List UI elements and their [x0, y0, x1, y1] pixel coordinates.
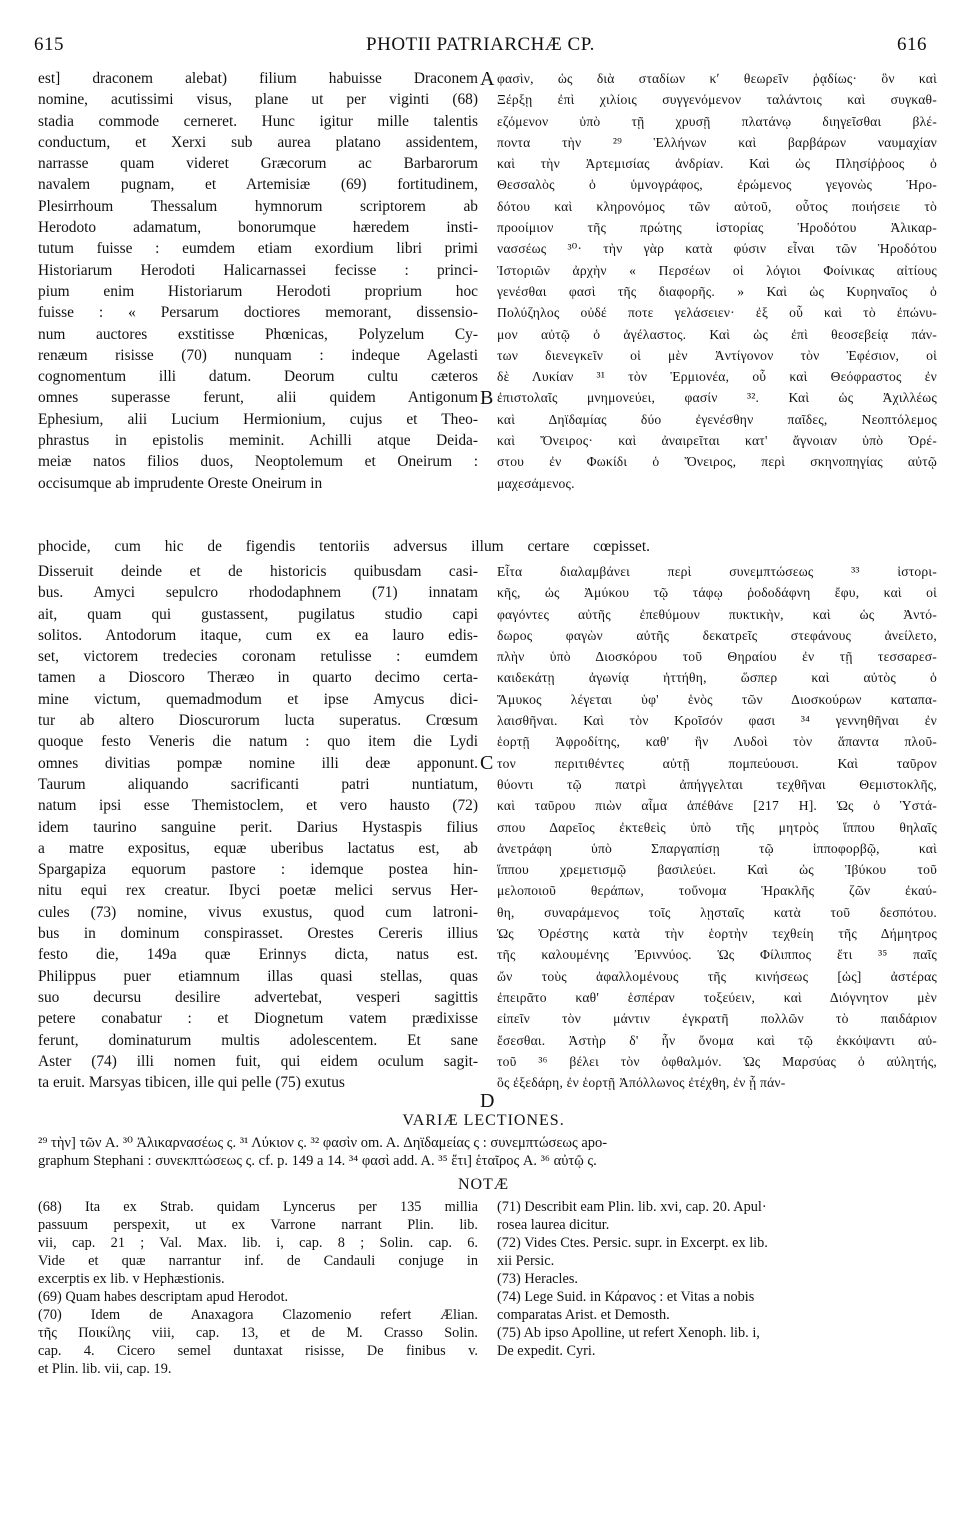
latin-text-line: Ephesium, alii Lucium Hermionium, cujus et Theo-	[38, 410, 478, 428]
latin-text-line: Disseruit deinde et de historicis quibusdam casi-	[38, 563, 478, 580]
latin-text-line: omnes superasse ferunt, alii quidem Antigonum	[38, 389, 478, 407]
latin-text-line: ait, quam qui gustassent, pugilatus studio capi	[38, 605, 478, 623]
section-marker-a: A	[480, 68, 495, 90]
greek-text-line: ἐπιστολαῖς μνημονεύει, φασίν ³². Καὶ ὡς Ἀχιλλέως	[497, 390, 937, 406]
greek-text-line: Ἱστοριῶν ἀρχὴν « Περσέων οἱ λόγιοι Φοίνικας αἰτίους	[497, 262, 937, 278]
greek-text-line: φασὶν, ὡς διὰ σταδίων κʹ θεωρεῖν ῥᾳδίως· ὃν καὶ	[497, 71, 937, 86]
latin-text-line: num auctores exstitisse Phœnicas, Polyzelum Cy-	[38, 325, 478, 343]
latin-text-line: quoque festo Veneris die natum : quo item die Lydi	[38, 733, 478, 751]
spanning-line: phocide, cum hic de figendis tentoriis adversus illum certare cœpisset.	[38, 538, 650, 555]
note-line: et Plin. lib. vii, cap. 19.	[38, 1361, 172, 1377]
greek-text-line: προοίμιον τῆς πρώτης ἱστορίας Ἡροδότου Ἀλικαρ-	[497, 220, 937, 236]
note-line: De expedit. Cyri.	[497, 1343, 596, 1359]
note-line: (75) Ab ipso Apolline, ut refert Xenoph. lib. i,	[497, 1325, 760, 1341]
latin-text-line: Herodoto adamatum, bonorumque hæredem insti-	[38, 219, 478, 237]
greek-text-line: γενέσθαι φασὶ τῆς διαφορῆς. » Καὶ ὡς Κυρηναῖος ὁ	[497, 283, 937, 299]
note-line: (69) Quam habes descriptam apud Herodot.	[38, 1289, 289, 1305]
latin-text-line: Spargapiza equorum pastore : idemque postea hin-	[38, 861, 478, 879]
notae-title: NOTÆ	[457, 1176, 510, 1193]
note-line: cap. 4. Cicero semel duntaxat risisse, De finibus v.	[38, 1343, 478, 1359]
note-line: τῆς Ποικίλης viii, cap. 13, et de M. Crasso Solin.	[38, 1325, 478, 1341]
latin-text-line: renæum risisse (70) nunquam : indeque Agelasti	[38, 346, 478, 364]
section-marker-d: D	[480, 1090, 495, 1112]
greek-text-line: καὶ Ὄνειρος· καὶ ἀναιρεῖται κατ' ἄγνοιαν ὑπὸ Ὀρέ-	[497, 433, 937, 449]
latin-text-line: ta eruit. Marsyas tibicen, ille qui pelle (75) exutus	[38, 1074, 345, 1092]
note-line: xii Persic.	[497, 1253, 555, 1269]
latin-text-line: fuisse : « Persarum doctiores memorant, dissensio-	[38, 304, 478, 322]
latin-column-1	[38, 68, 478, 494]
latin-text-line: tutum fuisse : eumdem etiam exordium libri primi	[38, 240, 478, 258]
latin-text-line: ferunt, dominaturum multis adolescentem. Et sane	[38, 1031, 478, 1049]
greek-text-line: Ἄμυκος λέγεται ὑφ' ἑνὸς τῶν Διοσκούρων καταπα-	[497, 691, 937, 707]
greek-text-line: δὲ Λυκίαν ³¹ τὸν Ἑρμιονέα, οὗ καὶ Θεόφραστος ἐν	[497, 369, 937, 385]
greek-text-line: σπου Δαρεῖος ἐκτεθεὶς ὑπὸ τῆς μητρὸς ἵππου θηλαῖς	[497, 819, 937, 835]
greek-text-line: τον περιτιθέντες αὐτῇ πομπεύουσι. Καὶ ταῦρον	[497, 755, 937, 771]
greek-text-line: στου ἐν Φωκίδι ὁ Ὄνειρος, περὶ σκηνοπηγίας αὐτῷ	[497, 454, 937, 470]
greek-text-line: ἀνετράφη ὑπὸ Σπαργαπίσῃ τῷ ἱπποφορβῷ, καὶ	[497, 840, 937, 856]
section-marker-c: C	[480, 752, 494, 774]
greek-text-line: πλὴν ὑπὸ Διοσκόρου τοῦ Θηραίου ἐν τῇ τεσσαρεσ-	[497, 649, 937, 665]
greek-text-line: καὶ τὴν Ἀρτεμισίας ἀνδρίαν. Καὶ ὡς Πλησίῤῥοος ὁ	[497, 156, 937, 172]
greek-text-line: θη, συναράμενος τοῖς λῃσταῖς κατὰ τοῦ δεσπότου.	[497, 904, 937, 920]
greek-text-line: φαγόντες αὐτῆς ἐπεθύμουν πυκτικὴν, καὶ ὡς Ἀντό-	[497, 606, 937, 622]
latin-text-line: meiæ natos filios duos, Neoptolemum et Oneirum :	[38, 453, 478, 471]
greek-text-line: Ὡς Ὀρέστης κατὰ τὴν ἑορτὴν τεχθείη τῆς Δήμητρος	[497, 926, 937, 942]
latin-text-line: stadia commode cerneret. Hunc igitur mille talentis	[38, 112, 478, 130]
note-line: (74) Lege Suid. in Κάρανος : et Vitas a nobis	[497, 1289, 755, 1305]
latin-text-line: occisumque ab imprudente Oreste Oneirum in	[38, 474, 323, 492]
latin-text-line: petere conabatur : et Diognetum vatem prædixisse	[38, 1010, 478, 1028]
greek-text-line: Ξέρξῃ ἐπὶ χιλίοις συγγενόμενον ταλάντοις καὶ συγκαθ-	[497, 92, 937, 108]
latin-text-line: idem taurino sanguine perit. Darius Hystaspis filius	[38, 818, 478, 836]
latin-column-2	[38, 561, 478, 1093]
greek-text-line: κῆς, ὡς Ἀμύκου τῷ τάφῳ ῥοδοδάφνη ἔφυ, καὶ οἱ	[497, 585, 937, 601]
greek-text-line: καὶ ταῦρου πιὼν αἷμα ἀπέθάνε [217 H]. Ὡς ὁ Ὑστά-	[497, 798, 937, 814]
page-number-left: 615	[34, 34, 64, 55]
greek-text-line: Πολύζηλος οὐδέ ποτε γελάσειεν· ἐξ οὗ καὶ τὸ ἐπώνυ-	[497, 305, 937, 321]
variae-lectiones	[38, 1134, 933, 1170]
greek-text-line: μαχεσάμενος.	[497, 475, 575, 491]
greek-text-line: ἐπειρᾶτο καθ' ἑσπέραν τοξεύειν, καὶ Διόγνητον μὲν	[497, 989, 937, 1005]
note-line: comparatas Arist. et Demosth.	[497, 1307, 670, 1323]
note-line: (68) Ita ex Strab. quidam Lyncerus per 135 millia	[38, 1199, 478, 1215]
greek-text-line: καιδεκάτῃ ἀγωνίᾳ ἡττήθη, ὥσπερ καὶ αὐτὸς ὁ	[497, 670, 937, 686]
notes-right-column	[497, 1198, 927, 1360]
note-line: (70) Idem de Anaxagora Clazomenio refert Ælian.	[38, 1307, 478, 1323]
note-line: (72) Vides Ctes. Persic. supr. in Excerpt. ex lib.	[497, 1235, 768, 1251]
note-line: (73) Heracles.	[497, 1271, 578, 1287]
latin-text-line: tamen a Dioscoro Theræo in quarto decimo certa-	[38, 669, 478, 687]
note-line: rosea laurea dicitur.	[497, 1217, 610, 1233]
greek-text-line: ἔσεσθαι. Ἀστὴρ δ' ἦν ὄνομα καὶ τῷ ἐκκόψαντι αὐ-	[497, 1032, 937, 1048]
greek-text-line: δωρος φαγὼν αὐτῆς δεκατρεῖς στεφάνους ἀνείλετο,	[497, 627, 937, 643]
latin-text-line: solitos. Antodorum itaque, cum ex ea lauro edis-	[38, 626, 478, 644]
latin-text-line: omnes divitias pompæ nomine illi deæ apponunt.	[38, 754, 478, 772]
latin-text-line: conductum, et Xerxi sub aurea platano assidentem,	[38, 133, 478, 151]
greek-text-line: τοῦ ³⁶ βέλει τὸν ὀφθαλμόν. Ὡς Μαρσύας ὁ αὐλητής,	[497, 1053, 937, 1069]
latin-text-line: cognomentum illi datum. Deorum cultu cæteros	[38, 368, 478, 386]
latin-text-line: nitu equi rex creatur. Ibyci poetæ melici servus Her-	[38, 882, 478, 900]
note-line: passuum perspexit, ut ex Varrone narrant Plin. lib.	[38, 1217, 478, 1233]
latin-text-line: bus. Amyci sepulcro rhododaphnem (71) innatam	[38, 584, 478, 602]
latin-text-line: narrasse quam videret Græcorum ac Barbarorum	[38, 155, 478, 173]
latin-text-line: Taurum aliquando sacrificanti patri nuntiatum,	[38, 775, 478, 793]
variant-reading-line: graphum Stephani : συνεκπτώσεως ς. cf. p. 149 a 14. ³⁴ φασὶ add. A. ³⁵ ἔτι] ἑταῖρος A. ³⁶ αὐτῷ ς.	[38, 1153, 597, 1169]
latin-text-line: nomine, acutissimi visus, plane ut per viginti (68)	[38, 91, 478, 109]
latin-text-line: set, victorem tredecies coronam retulisse : eumdem	[38, 648, 478, 666]
section-marker-b: B	[480, 387, 494, 409]
greek-text-line: θύοντι τῷ πατρὶ ἀπήγγελται τεχθῆναι Θεμιστοκλῆς,	[497, 776, 937, 792]
greek-text-line: καὶ Δηϊδαμίας δύο ἐγενέσθην παῖδες, Νεοπτόλεμος	[497, 411, 937, 427]
latin-text-line: est] draconem alebat) filium habuisse Draconem	[38, 70, 478, 87]
greek-text-line: ὤν τοὺς ἀφαλλομένους τῆς κινήσεως [ὡς] ἀστέρας	[497, 968, 937, 984]
latin-text-line: bus in dominum conspirasset. Orestes Cereris illius	[38, 925, 478, 943]
greek-text-line: Θεσσαλὸς ὁ ὑμνογράφος, ἐρώμενος γεγονὼς Ἡρο-	[497, 177, 937, 193]
latin-text-line: pium enim Historiarum Herodoti proprium hoc	[38, 282, 478, 300]
greek-text-line: τῆς καλουμένης Ἐριννύος. Ὡς Φίλιππος ἔτι ³⁵ παῖς	[497, 947, 937, 963]
note-line: Vide et quæ narrantur inf. de Candauli conjuge in	[38, 1253, 478, 1269]
greek-text-line: μελοποιοῦ θεράπων, τοὔνομα Ἡρακλῆς ζῶν ἐκαύ-	[497, 883, 937, 899]
greek-text-line: ἵππου χρεμετισμῷ βασιλεύει. Καὶ ὡς Ἰβύκου τοῦ	[497, 862, 937, 878]
latin-text-line: natum ipsi esse Themistoclem, et vero hausto (72)	[38, 797, 478, 815]
greek-text-line: ὃς ἐξεδάρη, ἐν ἑορτῇ Ἀπόλλωνος ἐτέχθη, ἐν ᾗ πάν-	[497, 1075, 786, 1091]
greek-text-line: μον αὐτῷ ὁ ἀγέλαστος. Καὶ ὡς ἐπὶ θεοσεβείᾳ πάν-	[497, 326, 937, 342]
greek-text-line: δότου καὶ κληρονόμος τῶν αὐτοῦ, οὗτος ποιήσειε τὸ	[497, 198, 937, 214]
note-line: vii, cap. 21 ; Val. Max. lib. i, cap. 8 ; Solin. cap. 6.	[38, 1235, 478, 1251]
variant-reading-line: ²⁹ τὴν] τῶν A. ³⁰ Ἀλικαρνασέως ς. ³¹ Λύκιον ς. ³² φασὶν om. A. Δηϊδαμείας ς : συνεμπτώσεως apo-	[38, 1135, 608, 1151]
greek-column-1	[497, 68, 937, 494]
latin-text-line: phrastus in epistolis meminit. Achilli atque Deida-	[38, 432, 478, 450]
latin-text-line: Aster (74) illi nomen fuit, qui eidem oculum sagit-	[38, 1052, 478, 1070]
variae-lectiones-title: VARIÆ LECTIONES.	[402, 1112, 565, 1129]
latin-text-line: mine victum, quemadmodum et ipse Amycus dici-	[38, 690, 478, 708]
notes-left-column	[38, 1198, 478, 1378]
greek-text-line: των διενεγκεῖν οἱ μὲν Ἀντίγονον τὸν Ἐφέσιον, οἱ	[497, 347, 937, 363]
latin-text-line: navalem pugnam, et Artemisiæ (69) fortitudinem,	[38, 176, 478, 194]
greek-text-line: εζόμενον ὑπὸ τῇ χρυσῇ πλατάνῳ διηγεῖσθαι βλέ-	[497, 113, 937, 129]
note-line: excerptis ex lib. v Hephæstionis.	[38, 1271, 225, 1287]
page-header	[34, 34, 927, 64]
greek-text-line: εἰπεῖν τὸν μάντιν ἐγκρατῆ πολλῶν τὸ παιδάριον	[497, 1011, 937, 1027]
page-number-right: 616	[897, 34, 927, 55]
latin-text-line: festo die, 149a quæ Erinnys dicta, natus est.	[38, 946, 478, 964]
latin-text-line: Philippus puer etiamnum illas quasi stellas, quas	[38, 967, 478, 985]
greek-text-line: ποντα τὴν ²⁹ Ἑλλήνων καὶ βαρβάρων ναυμαχίαν	[497, 134, 937, 150]
latin-text-line: a matre expositus, equæ uberibus lactatus est, ab	[38, 839, 478, 857]
note-line: (71) Describit eam Plin. lib. xvi, cap. 20. Apul·	[497, 1199, 767, 1215]
latin-text-line: Historiarum Herodoti Halicarnassei fecisse : princi-	[38, 261, 478, 279]
greek-text-line: ἑορτῇ Ἀφροδίτης, καθ' ἣν Λυδοὶ τὸν ἅπαντα πλοῦ-	[497, 734, 937, 750]
running-title: PHOTII PATRIARCHÆ CP.	[366, 34, 595, 55]
greek-text-line: νασσέως ³⁰· τὴν γὰρ κατὰ φύσιν εἶναι τῶν Ἡροδότου	[497, 241, 937, 257]
latin-text-line: cules (73) nomine, vivus exustus, quod cum latroni-	[38, 903, 478, 921]
greek-text-line: Εἶτα διαλαμβάνει περὶ συνεμπτώσεως ³³ ἱστορι-	[497, 564, 937, 579]
latin-text-line: Plesirrhoum Thessalum hymnorum scriptorem ab	[38, 197, 478, 215]
greek-column-2	[497, 561, 937, 1093]
latin-text-line: suo decursu desilire advertebat, vesperi sagittis	[38, 988, 478, 1006]
latin-text-line: tur ab altero Dioscurorum lucta superatus. Crœsum	[38, 712, 478, 730]
greek-text-line: λαισθῆναι. Καὶ τὸν Κροῖσόν φασι ³⁴ γεννηθῆναι ἐν	[497, 713, 937, 729]
